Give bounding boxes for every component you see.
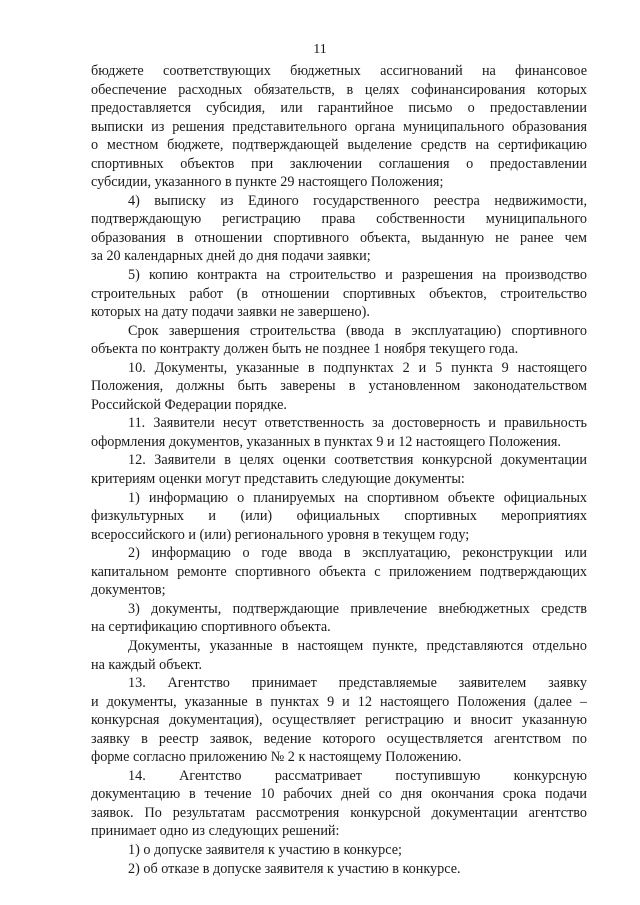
text-line: конкурсная документация), осуществляет регистрацию и вносит указанную [91,712,587,729]
text-line: о местном бюджете, подтверждающей выделение средств на сертификацию [91,137,587,154]
text-line: форме согласно приложению № 2 к настоящему Положению. [91,749,462,766]
text-line: документацию в течение 10 рабочих дней со дня окончания срока подачи [91,786,587,803]
text-line: заявок. По результатам рассмотрения конкурсной документации агентство [91,804,587,821]
text-line: на каждый объект. [91,656,203,673]
text-line: физкультурных и (или) официальных спортивных мероприятиях [91,508,587,525]
text-line: критериям оценки могут представить следующие документы: [91,471,465,488]
document-body [91,62,587,878]
text-line: 4) выписку из Единого государственного реестра недвижимости, [128,192,587,209]
text-line: субсидии, указанного в пункте 29 настоящего Положения; [91,174,444,191]
text-line: капитальном ремонте спортивного объекта с приложением подтверждающих [91,563,587,580]
text-line: Документы, указанные в настоящем пункте, представляются отдельно [128,637,587,654]
text-line: оформления документов, указанных в пунктах 9 и 12 настоящего Положения. [91,433,561,450]
text-line: 10. Документы, указанные в подпунктах 2 и 5 пункта 9 настоящего [128,359,587,376]
text-line: принимает одно из следующих решений: [91,823,340,840]
text-line: за 20 календарных дней до дня подачи заявки; [91,248,371,265]
text-line: подтверждающую регистрацию права собственности муниципального [91,211,587,228]
text-line: заявку в реестр заявок, ведение которого осуществляется агентством по [91,730,587,747]
text-line: спортивных объектов при заключении соглашения о предоставлении [91,155,587,172]
text-line: и документы, указанные в пунктах 9 и 12 настоящего Положения (далее – [91,693,587,710]
text-line: 3) документы, подтверждающие привлечение внебюджетных средств [128,600,587,617]
page-number: 11 [313,42,327,57]
text-line: выписки из решения представительного органа муниципального образования [91,118,587,135]
text-line: предоставляется субсидия, или гарантийное письмо о предоставлении [91,100,587,117]
text-line: Российской Федерации порядке. [91,396,287,413]
text-line: 12. Заявители в целях оценки соответствия конкурсной документации [128,452,587,469]
text-line: объекта по контракту должен быть не позднее 1 ноября текущего года. [91,341,519,358]
text-line: 1) о допуске заявителя к участию в конкурсе; [128,841,402,858]
text-line: обеспечение расходных обязательств, в целях софинансирования которых [91,81,587,98]
text-line: документов; [91,582,166,599]
text-line: 2) информацию о годе ввода в эксплуатацию, реконструкции или [128,545,587,562]
text-line: Срок завершения строительства (ввода в эксплуатацию) спортивного [128,322,587,339]
text-line: Положения, должны быть заверены в установленном законодательством [91,378,587,395]
text-line: которых на дату подачи заявки не завершено). [91,304,370,321]
text-line: 5) копию контракта на строительство и разрешения на производство [128,267,587,284]
text-line: 11. Заявители несут ответственность за достоверность и правильность [128,415,587,432]
text-line: образования в отношении спортивного объекта, выданную не ранее чем [91,229,587,246]
text-line: бюджете соответствующих бюджетных ассигнований на финансовое [91,63,587,79]
text-line: 2) об отказе в допуске заявителя к участию в конкурсе. [128,860,461,877]
text-line: 14. Агентство рассматривает поступившую конкурсную [128,767,587,784]
text-line: на сертификацию спортивного объекта. [91,619,331,636]
text-line: строительных работ (в отношении спортивных объектов, строительство [91,285,587,302]
text-line: 13. Агентство принимает представляемые заявителем заявку [128,675,587,692]
text-line: 1) информацию о планируемых на спортивном объекте официальных [128,489,587,506]
text-line: всероссийского и (или) регионального уровня в текущем году; [91,526,470,543]
